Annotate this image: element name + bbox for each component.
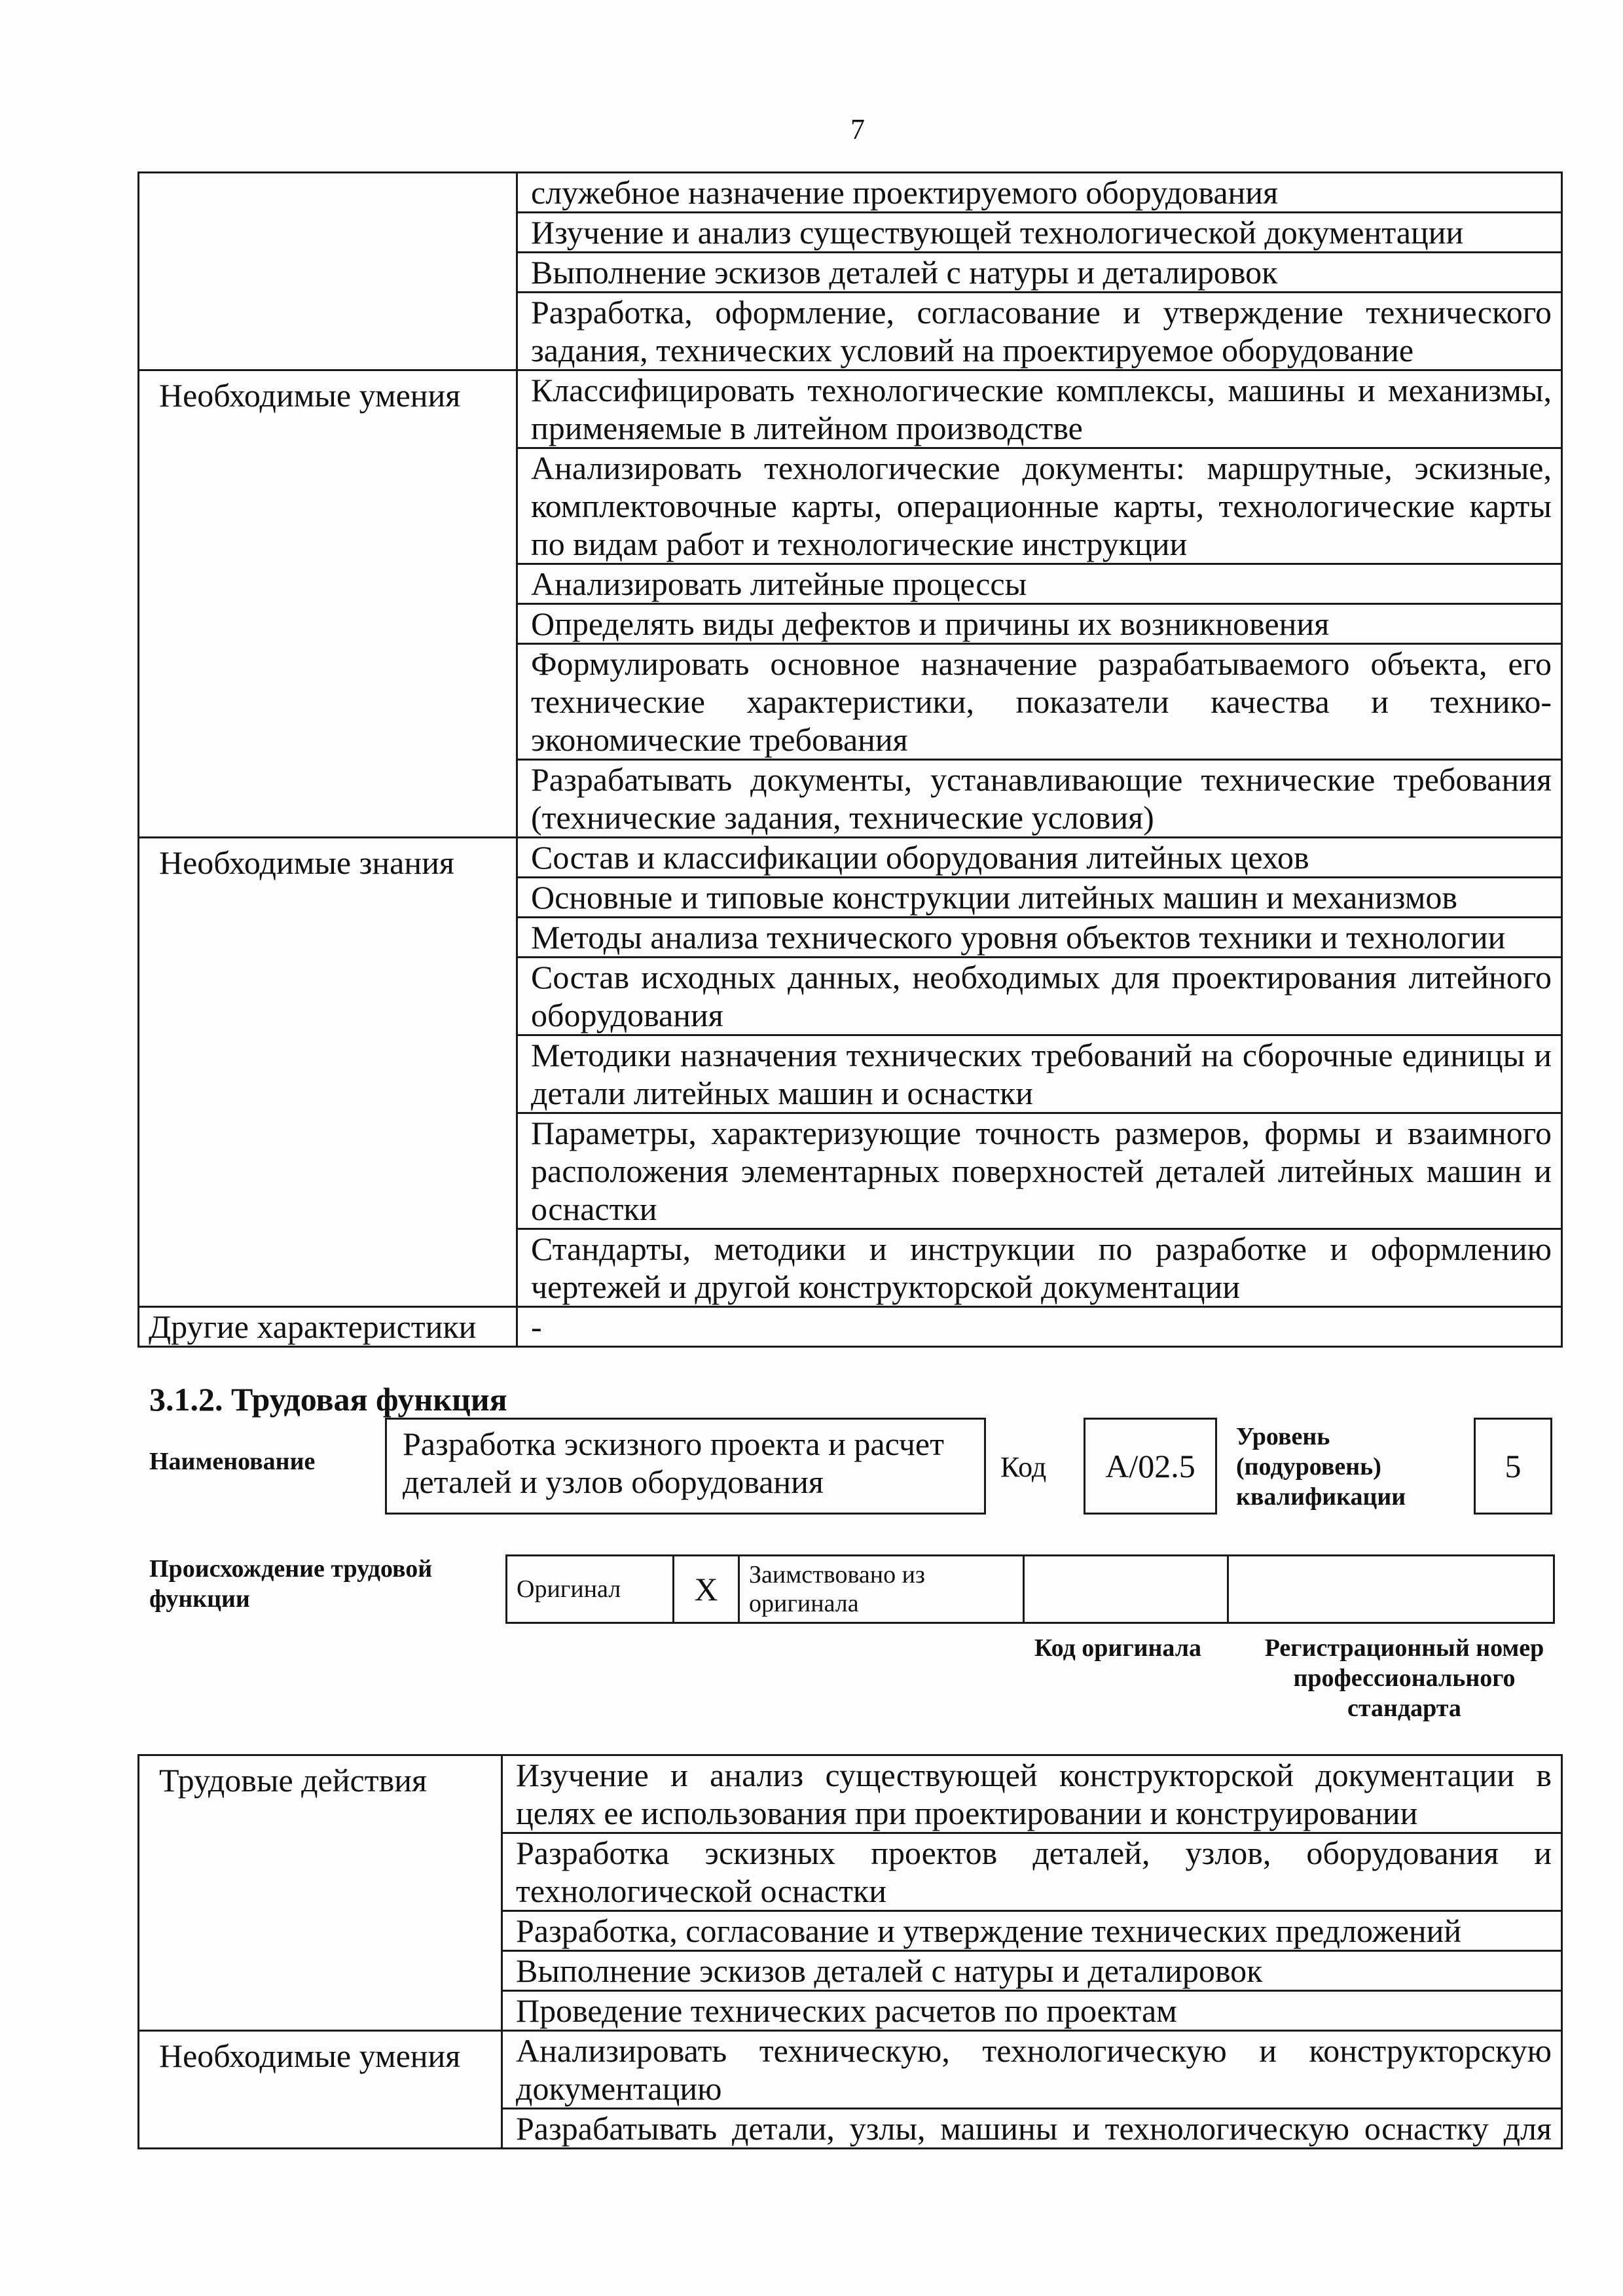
table-cell: Разработка, согласование и утверждение технических предложений [502,1911,1562,1951]
level-label-text: Уровень (подуровень) квалификации [1236,1423,1406,1511]
table-cell: Разработка, оформление, согласование и утверждение технического задания, технических условий на проектируемое оборудование [517,293,1562,370]
table-cell: Анализировать литейные процессы [517,564,1562,604]
origin-original-cell: Оригинал [507,1556,674,1623]
section-title: 3.1.2. Трудовая функция [149,1381,507,1418]
row-label-continued [139,173,517,370]
table-cell: Основные и типовые конструкции литейных машин и механизмов [517,878,1562,918]
name-label: Наименование [149,1448,316,1475]
page-number: 7 [850,113,865,145]
level-label [1236,1422,1459,1512]
table-cell: Классифицировать технологические комплексы, машины и механизмы, применяемые в литейном производстве [517,370,1562,448]
origin-code-cell [1024,1556,1228,1623]
origin-mark-cell: X [674,1556,739,1623]
table-cell: Методики назначения технических требований на сборочные единицы и детали литейных машин и оснастки [517,1035,1562,1113]
table-cell: Формулировать основное назначение разрабатываемого объекта, его технические характеристики, показатели качества и технико-экономические требования [517,644,1562,760]
table-cell: - [517,1307,1562,1347]
table-cell: Разработка эскизных проектов деталей, узлов, оборудования и технологической оснастки [502,1833,1562,1911]
origin-code-caption: Код оригинала [1034,1634,1202,1662]
row-label-skills: Необходимые умения [139,2031,502,2149]
table-cell: Разрабатывать детали, узлы, машины и технологическую оснастку для [502,2109,1562,2149]
table-cell: Состав исходных данных, необходимых для проектирования литейного оборудования [517,958,1562,1035]
table-cell: Методы анализа технического уровня объектов техники и технологии [517,918,1562,958]
origin-borrowed-cell: Заимствовано из оригинала [739,1556,1024,1623]
table-cell: Разрабатывать документы, устанавливающие технические требования (технические задания, технические условия) [517,760,1562,838]
table-cell: Стандарты, методики и инструкции по разработке и оформлению чертежей и другой конструкторской документации [517,1229,1562,1307]
table-cell: Изучение и анализ существующей конструкторской документации в целях ее использования при проектировании и конструировании [502,1755,1562,1833]
table-cell: Анализировать техническую, технологическую и конструкторскую документацию [502,2031,1562,2109]
table-cell: служебное назначение проектируемого оборудования [517,173,1562,213]
labor-function-table [137,1754,1563,2149]
origin-reg-cell [1228,1556,1554,1623]
table-cell: Проведение технических расчетов по проектам [502,1991,1562,2031]
table-cell: Анализировать технологические документы: маршрутные, эскизные, комплектовочные карты, операционные карты, технологические карты по видам работ и технологические инструкции [517,448,1562,564]
row-label-other: Другие характеристики [139,1307,517,1347]
origin-reg-caption: Регистрационный номер профессионального стандарта [1264,1634,1544,1722]
table-cell: Выполнение эскизов деталей с натуры и деталировок [502,1951,1562,1991]
row-label-actions: Трудовые действия [139,1755,502,2031]
table-cell: Изучение и анализ существующей технологической документации [517,213,1562,253]
level-value-box: 5 [1474,1418,1552,1515]
row-label-skills: Необходимые умения [139,370,517,838]
table-cell: Параметры, характеризующие точность размеров, формы и взаимного расположения элементарных поверхностей деталей литейных машин и оснастки [517,1113,1562,1229]
table-cell: Определять виды дефектов и причины их возникновения [517,604,1562,644]
row-label-knowledge: Необходимые знания [139,838,517,1307]
table-cell: Состав и классификации оборудования литейных цехов [517,838,1562,878]
origin-label: Происхождение трудовой функции [149,1555,433,1613]
function-name-box: Разработка эскизного проекта и расчет деталей и узлов оборудования [385,1418,986,1515]
origin-table [505,1554,1555,1624]
code-value-box: А/02.5 [1084,1418,1217,1515]
table-cell: Выполнение эскизов деталей с натуры и деталировок [517,253,1562,293]
code-label: Код [1000,1451,1047,1483]
requirements-table-continued [137,171,1563,1348]
